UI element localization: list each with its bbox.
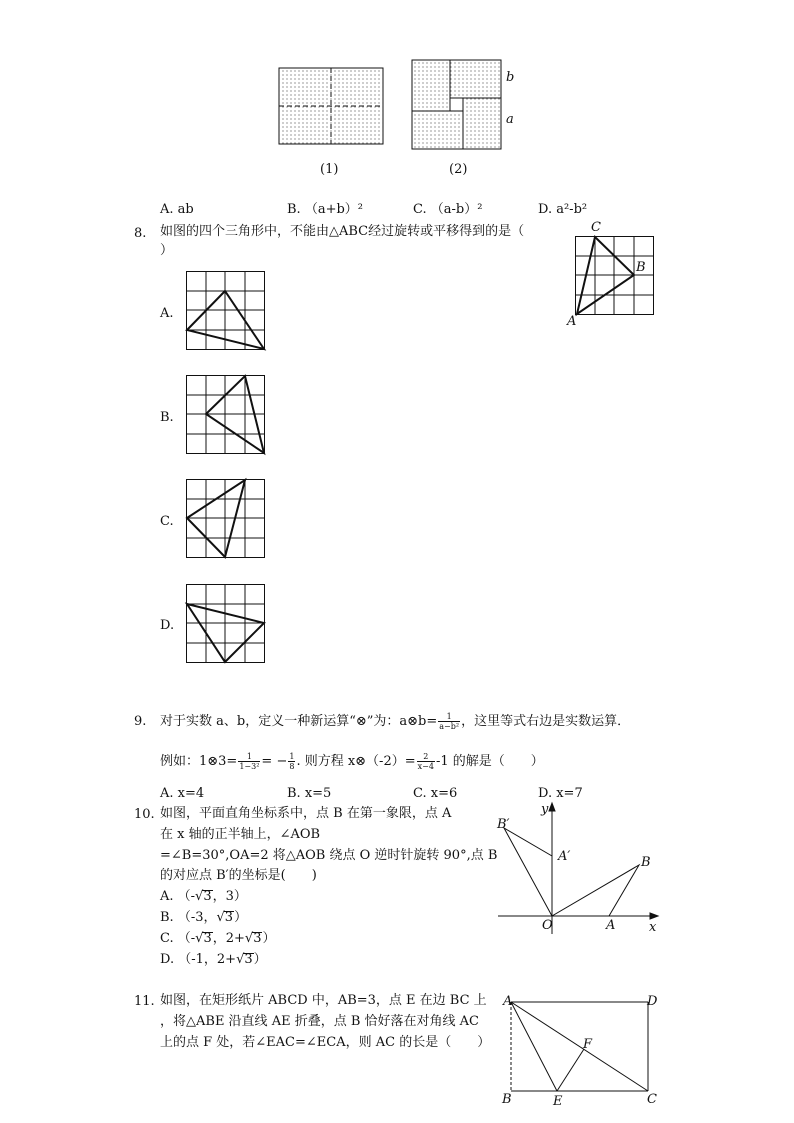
q10-label-o: O	[542, 918, 553, 933]
q8-ref-label-a: A	[567, 314, 577, 329]
q8-option-a-grid[interactable]	[186, 271, 266, 351]
q10-line1: 如图，平面直角坐标系中，点 B 在第一象限，点 A	[160, 806, 452, 821]
q11-label-b: B	[502, 1092, 512, 1107]
q8-number: 8.	[134, 226, 147, 241]
q9-definition: 对于实数 a、b，定义一种新运算“⊗”为：a⊗b= $\frac{1}{\text{a−b²}}$ ，这里等式右边是实数运算．	[160, 712, 631, 731]
q11-number: 11.	[134, 994, 155, 1009]
q8-option-b-grid[interactable]	[186, 375, 266, 455]
q7-option-c[interactable]: C. （a-b）²	[413, 202, 483, 217]
q9-option-c[interactable]: C. x=6	[413, 786, 458, 801]
q9-option-b[interactable]: B. x=5	[287, 786, 332, 801]
q10-line3: =∠B=30°,OA=2 将△AOB 绕点 O 逆时针旋转 90°,点 B	[160, 848, 498, 863]
q11-line1: 如图，在矩形纸片 ABCD 中，AB=3，点 E 在边 BC 上	[160, 993, 487, 1008]
q10-label-x: x	[649, 920, 657, 935]
q8-text-line1: 如图的四个三角形中，不能由△ABC经过旋转或平移得到的是（	[160, 224, 525, 239]
q10-label-y: y	[541, 802, 549, 817]
q11-line3: 上的点 F 处，若∠EAC=∠ECA，则 AC 的长是（ ）	[160, 1035, 491, 1050]
side-label-b: b	[506, 70, 515, 85]
q8-text-line2: ）	[160, 243, 174, 258]
q7-option-d[interactable]: D. a²-b²	[538, 202, 588, 217]
q10-label-b: B	[641, 855, 651, 870]
figure-label-1: (1)	[320, 162, 339, 177]
q10-option-c[interactable]: C. （-√3，2+√3）	[160, 931, 276, 946]
side-label-a: a	[506, 112, 514, 127]
q8-option-c-grid[interactable]	[186, 479, 266, 559]
q10-label-a-prime: A′	[558, 849, 571, 864]
q11-label-f: F	[583, 1037, 593, 1052]
q8-ref-label-c: C	[591, 220, 601, 235]
q8-option-c[interactable]: C.	[160, 514, 174, 529]
q9-example: 例如：1⊗3= $\frac{1}{\text{1−3²}}$ = − $\frac{1}{8}$ . 则方程 x⊗（-2）= $\frac{2}{x-4}$ -1 的解是（ ）	[160, 752, 544, 771]
q10-option-d[interactable]: D. （-1，2+√3）	[160, 952, 267, 967]
q10-label-b-prime: B′	[497, 817, 510, 832]
q7-figure	[270, 50, 530, 180]
q9-number: 9.	[134, 714, 147, 729]
q8-option-a[interactable]: A.	[160, 306, 174, 321]
q9-option-d[interactable]: D. x=7	[538, 786, 583, 801]
q7-option-b[interactable]: B. （a+b）²	[287, 202, 363, 217]
q11-label-c: C	[647, 1092, 657, 1107]
q10-line2: 在 x 轴的正半轴上，∠AOB	[160, 827, 321, 842]
q8-option-d-grid[interactable]	[186, 584, 266, 664]
q8-option-d[interactable]: D.	[160, 618, 175, 633]
q8-reference-grid	[575, 236, 655, 316]
q8-ref-label-b: B	[636, 260, 646, 275]
q10-label-a: A	[606, 918, 616, 933]
figure-label-2: (2)	[449, 162, 468, 177]
q10-option-b[interactable]: B. （-3，√3）	[160, 910, 248, 925]
q11-label-a: A	[503, 994, 513, 1009]
q10-coordinate-figure	[490, 800, 665, 940]
q11-rectangle-figure	[500, 995, 660, 1105]
q7-option-a[interactable]: A. ab	[160, 202, 194, 217]
q11-line2: ，将△ABE 沿直线 AE 折叠，点 B 恰好落在对角线 AC	[160, 1014, 479, 1029]
q8-option-b[interactable]: B.	[160, 410, 174, 425]
q10-number: 10.	[134, 807, 155, 822]
q11-label-d: D	[647, 994, 658, 1009]
q10-option-a[interactable]: A. （-√3，3）	[160, 889, 247, 904]
q10-line4: 的对应点 B′的坐标是( )	[160, 868, 317, 883]
q11-label-e: E	[553, 1094, 563, 1109]
q9-option-a[interactable]: A. x=4	[160, 786, 205, 801]
